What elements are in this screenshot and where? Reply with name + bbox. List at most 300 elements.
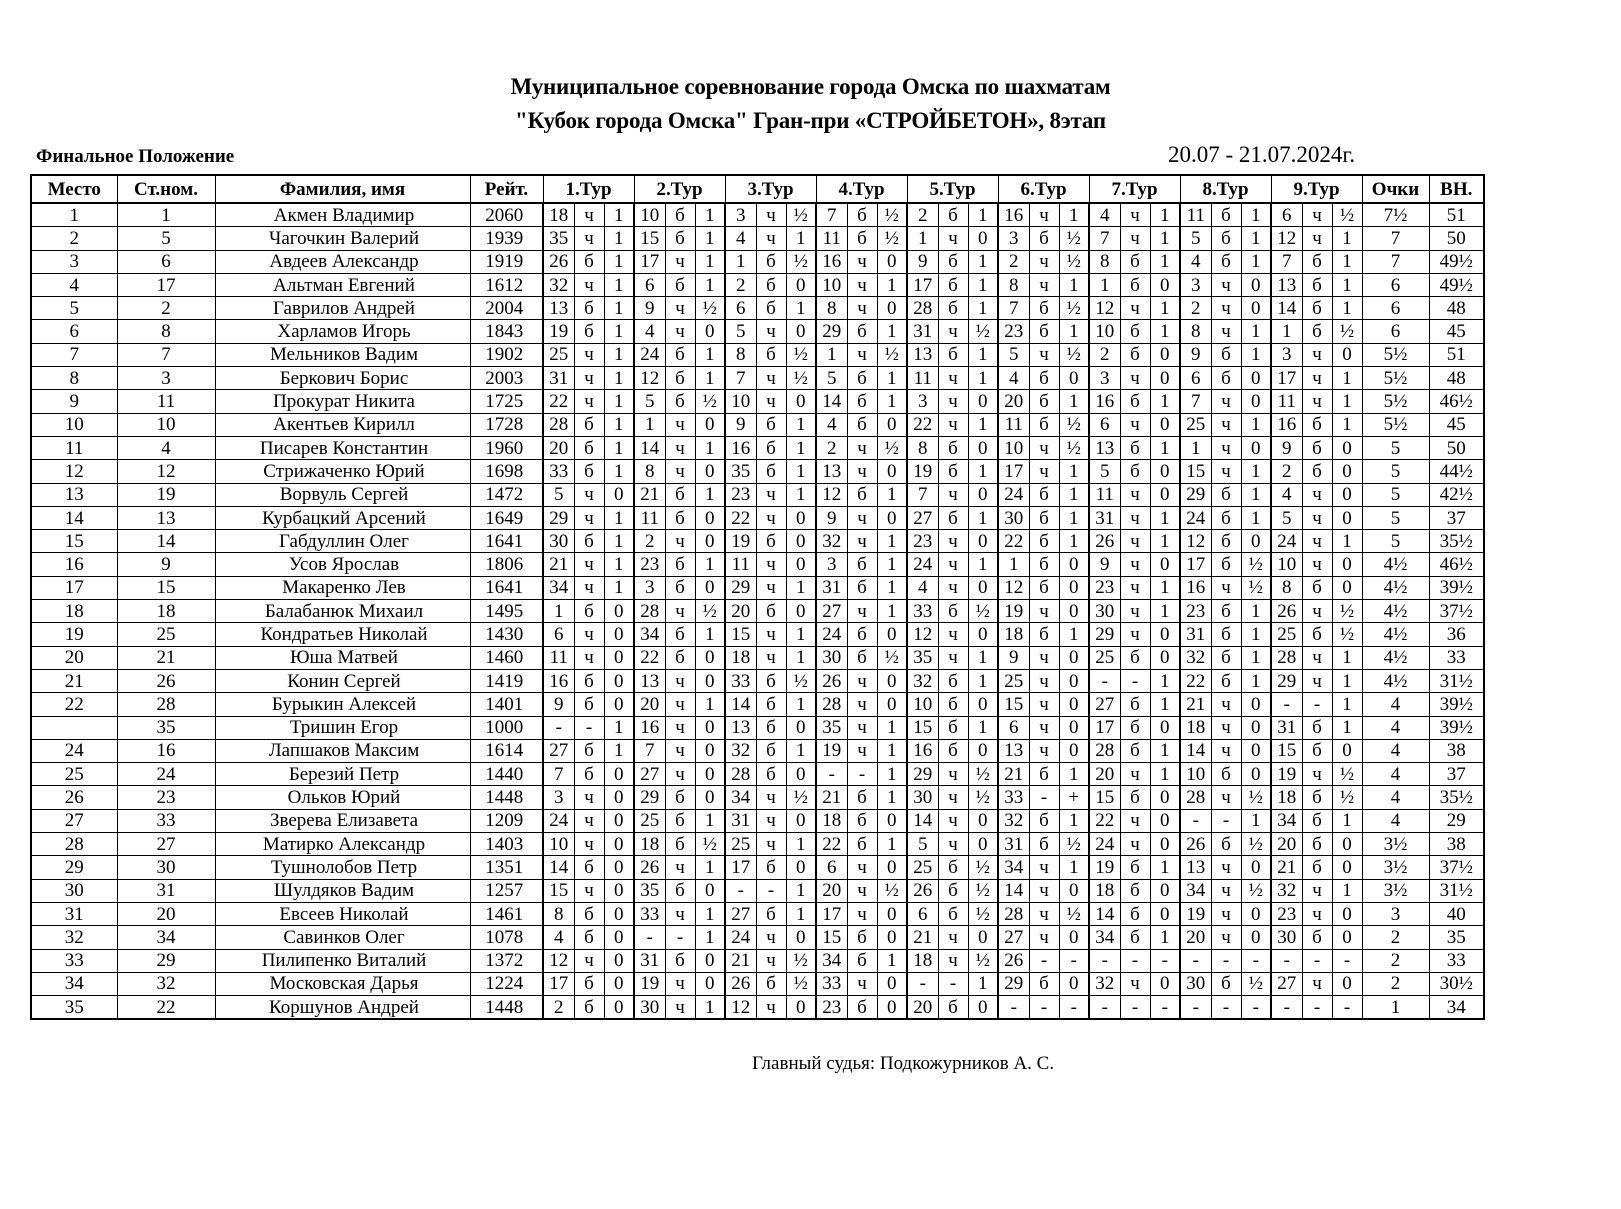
round-4-color: ч — [847, 460, 877, 483]
round-2-opponent: 5 — [634, 390, 665, 413]
tiebreak-cell: 50 — [1429, 436, 1484, 459]
round-4-color: б — [847, 576, 877, 599]
round-8-opponent: 1 — [1180, 436, 1211, 459]
standings-table — [30, 174, 1485, 1020]
round-4-color: ч — [847, 297, 877, 320]
round-3-opponent: 1 — [725, 250, 756, 273]
round-5-color: ч — [938, 553, 968, 576]
table-row — [31, 693, 1484, 716]
round-5-result: 1 — [968, 273, 998, 296]
round-7-opponent: 3 — [1089, 367, 1120, 390]
rating-cell: 1372 — [470, 949, 543, 972]
round-8-color: б — [1211, 483, 1241, 506]
tiebreak-cell: 39½ — [1429, 576, 1484, 599]
round-6-opponent: 33 — [998, 786, 1029, 809]
player-name-cell: Авдеев Александр — [215, 250, 470, 273]
round-9-color: ч — [1302, 902, 1332, 925]
rating-cell: 1430 — [470, 623, 543, 646]
round-7-opponent: 5 — [1089, 460, 1120, 483]
round-2-result: 0 — [695, 646, 725, 669]
round-1-result: 0 — [604, 669, 634, 692]
round-8-color: б — [1211, 646, 1241, 669]
start-no-cell: 18 — [117, 600, 215, 623]
round-2-color: ч — [665, 460, 695, 483]
round-9-opponent: 16 — [1271, 413, 1302, 436]
round-6-opponent: 19 — [998, 600, 1029, 623]
round-6-opponent: 26 — [998, 949, 1029, 972]
round-9-opponent: 31 — [1271, 716, 1302, 739]
round-2-result: 1 — [695, 367, 725, 390]
round-2-result: 0 — [695, 530, 725, 553]
table-row — [31, 273, 1484, 296]
round-4-result: 1 — [877, 833, 907, 856]
round-1-color: ч — [574, 576, 604, 599]
round-5-result: 0 — [968, 227, 998, 250]
round-9-color: б — [1302, 623, 1332, 646]
points-cell: 4½ — [1362, 600, 1429, 623]
round-6-result: + — [1059, 786, 1089, 809]
round-5-color: б — [938, 460, 968, 483]
round-4-result: 0 — [877, 856, 907, 879]
round-2-result: 0 — [695, 972, 725, 995]
round-5-result: ½ — [968, 856, 998, 879]
round-7-opponent: 9 — [1089, 553, 1120, 576]
tiebreak-cell: 38 — [1429, 739, 1484, 762]
round-7-opponent: 34 — [1089, 926, 1120, 949]
round-3-result: 1 — [786, 833, 816, 856]
round-5-result: 1 — [968, 250, 998, 273]
round-6-result: 0 — [1059, 926, 1089, 949]
round-7-opponent: 2 — [1089, 343, 1120, 366]
round-1-color: б — [574, 972, 604, 995]
round-3-color: б — [756, 902, 786, 925]
round-6-result: 1 — [1059, 273, 1089, 296]
points-cell: 3½ — [1362, 879, 1429, 902]
round-8-color: б — [1211, 250, 1241, 273]
standings-body — [31, 203, 1484, 1019]
place-cell: 25 — [31, 763, 117, 786]
points-cell: 4½ — [1362, 623, 1429, 646]
round-4-opponent: 19 — [816, 739, 847, 762]
round-9-result: 0 — [1332, 856, 1362, 879]
round-4-opponent: 6 — [816, 856, 847, 879]
round-7-opponent: 11 — [1089, 483, 1120, 506]
round-6-result: 1 — [1059, 483, 1089, 506]
round-8-color: б — [1211, 553, 1241, 576]
round-5-result: 1 — [968, 367, 998, 390]
player-name-cell: Беркович Борис — [215, 367, 470, 390]
round-6-result: ½ — [1059, 343, 1089, 366]
round-5-opponent: 28 — [907, 297, 938, 320]
round-3-opponent: 18 — [725, 646, 756, 669]
round-4-opponent: 28 — [816, 693, 847, 716]
round-7-color: б — [1120, 436, 1150, 459]
rating-cell: 1806 — [470, 553, 543, 576]
tiebreak-cell: 49½ — [1429, 273, 1484, 296]
round-2-result: 1 — [695, 436, 725, 459]
round-3-color: ч — [756, 203, 786, 227]
table-row — [31, 763, 1484, 786]
rating-cell: 1460 — [470, 646, 543, 669]
table-row — [31, 926, 1484, 949]
round-3-color: б — [756, 436, 786, 459]
round-5-result: ½ — [968, 879, 998, 902]
round-8-result: 1 — [1241, 600, 1271, 623]
round-7-opponent: 24 — [1089, 833, 1120, 856]
round-8-opponent: 6 — [1180, 367, 1211, 390]
player-name-cell: Гаврилов Андрей — [215, 297, 470, 320]
rating-cell: 1919 — [470, 250, 543, 273]
table-row — [31, 833, 1484, 856]
round-1-color: б — [574, 693, 604, 716]
round-4-color: ч — [847, 436, 877, 459]
round-6-result: 1 — [1059, 530, 1089, 553]
round-3-opponent: 3 — [725, 203, 756, 227]
round-6-color: - — [1029, 786, 1059, 809]
round-8-opponent: 23 — [1180, 600, 1211, 623]
round-6-opponent: 14 — [998, 879, 1029, 902]
round-7-opponent: 30 — [1089, 600, 1120, 623]
round-9-result: 1 — [1332, 716, 1362, 739]
col-header-round-2: 2.Тур — [634, 175, 725, 203]
round-1-color: б — [574, 530, 604, 553]
round-2-color: ч — [665, 250, 695, 273]
start-no-cell: 4 — [117, 436, 215, 459]
points-cell: 4 — [1362, 693, 1429, 716]
round-9-opponent: 19 — [1271, 763, 1302, 786]
round-1-result: 1 — [604, 553, 634, 576]
round-5-result: 0 — [968, 576, 998, 599]
round-7-color: б — [1120, 739, 1150, 762]
round-2-color: ч — [665, 320, 695, 343]
points-cell: 3 — [1362, 902, 1429, 925]
round-8-result: 1 — [1241, 460, 1271, 483]
player-name-cell: Харламов Игорь — [215, 320, 470, 343]
start-no-cell: 26 — [117, 669, 215, 692]
round-5-opponent: 11 — [907, 367, 938, 390]
col-header-round-6: 6.Тур — [998, 175, 1089, 203]
tiebreak-cell: 37½ — [1429, 856, 1484, 879]
round-9-opponent: 10 — [1271, 553, 1302, 576]
round-4-opponent: 22 — [816, 833, 847, 856]
round-2-color: б — [665, 203, 695, 227]
table-row — [31, 996, 1484, 1020]
round-6-color: ч — [1029, 739, 1059, 762]
round-4-color: б — [847, 809, 877, 832]
start-no-cell: 9 — [117, 553, 215, 576]
round-8-opponent: 24 — [1180, 506, 1211, 529]
round-4-result: 1 — [877, 530, 907, 553]
round-7-color: б — [1120, 390, 1150, 413]
round-8-opponent: 20 — [1180, 926, 1211, 949]
round-5-color: ч — [938, 949, 968, 972]
round-7-color: ч — [1120, 553, 1150, 576]
round-1-result: 0 — [604, 693, 634, 716]
round-2-result: 1 — [695, 273, 725, 296]
round-7-result: 1 — [1150, 739, 1180, 762]
round-5-result: 0 — [968, 809, 998, 832]
round-6-color: ч — [1029, 250, 1059, 273]
round-9-opponent: 24 — [1271, 530, 1302, 553]
round-2-color: ч — [665, 693, 695, 716]
round-1-result: 1 — [604, 227, 634, 250]
round-2-opponent: 19 — [634, 972, 665, 995]
round-8-result: 1 — [1241, 413, 1271, 436]
round-2-opponent: 13 — [634, 669, 665, 692]
round-1-color: б — [574, 739, 604, 762]
round-6-color: ч — [1029, 926, 1059, 949]
round-9-result: 1 — [1332, 297, 1362, 320]
round-8-result: 0 — [1241, 367, 1271, 390]
start-no-cell: 27 — [117, 833, 215, 856]
round-5-color: б — [938, 203, 968, 227]
round-8-color: - — [1211, 949, 1241, 972]
round-6-color: б — [1029, 553, 1059, 576]
tiebreak-cell: 37 — [1429, 506, 1484, 529]
round-1-color: ч — [574, 483, 604, 506]
round-9-opponent: 27 — [1271, 972, 1302, 995]
round-7-result: - — [1150, 996, 1180, 1020]
round-6-color: ч — [1029, 879, 1059, 902]
round-4-opponent: 9 — [816, 506, 847, 529]
round-7-result: 0 — [1150, 716, 1180, 739]
round-6-result: 0 — [1059, 693, 1089, 716]
round-3-color: ч — [756, 553, 786, 576]
round-6-opponent: 13 — [998, 739, 1029, 762]
round-3-result: 0 — [786, 273, 816, 296]
round-9-result: 1 — [1332, 367, 1362, 390]
rating-cell: 1495 — [470, 600, 543, 623]
round-8-opponent: 31 — [1180, 623, 1211, 646]
player-name-cell: Московская Дарья — [215, 972, 470, 995]
round-9-result: 1 — [1332, 646, 1362, 669]
round-6-opponent: 30 — [998, 506, 1029, 529]
round-2-color: б — [665, 390, 695, 413]
place-cell: 26 — [31, 786, 117, 809]
round-1-opponent: 31 — [543, 367, 574, 390]
round-2-result: 1 — [695, 623, 725, 646]
round-4-result: 1 — [877, 576, 907, 599]
round-7-color: б — [1120, 856, 1150, 879]
round-2-result: 0 — [695, 460, 725, 483]
round-3-opponent: 17 — [725, 856, 756, 879]
player-name-cell: Конин Сергей — [215, 669, 470, 692]
round-2-color: б — [665, 949, 695, 972]
round-6-color: б — [1029, 809, 1059, 832]
round-4-opponent: 27 — [816, 600, 847, 623]
round-4-opponent: 23 — [816, 996, 847, 1020]
round-4-opponent: 2 — [816, 436, 847, 459]
table-row — [31, 506, 1484, 529]
player-name-cell: Тришин Егор — [215, 716, 470, 739]
place-cell: 10 — [31, 413, 117, 436]
round-4-opponent: 4 — [816, 413, 847, 436]
round-7-color: б — [1120, 693, 1150, 716]
round-8-result: 1 — [1241, 669, 1271, 692]
round-5-result: 1 — [968, 553, 998, 576]
round-3-color: ч — [756, 809, 786, 832]
round-6-color: ч — [1029, 716, 1059, 739]
tiebreak-cell: 39½ — [1429, 716, 1484, 739]
round-6-result: 0 — [1059, 576, 1089, 599]
round-8-color: б — [1211, 203, 1241, 227]
round-4-result: 0 — [877, 460, 907, 483]
round-3-opponent: - — [725, 879, 756, 902]
player-name-cell: Усов Ярослав — [215, 553, 470, 576]
round-4-result: 1 — [877, 786, 907, 809]
tiebreak-cell: 45 — [1429, 320, 1484, 343]
round-6-color: ч — [1029, 600, 1059, 623]
round-2-color: ч — [665, 669, 695, 692]
round-4-color: б — [847, 553, 877, 576]
round-3-color: ч — [756, 483, 786, 506]
round-9-opponent: 7 — [1271, 250, 1302, 273]
start-no-cell: 7 — [117, 343, 215, 366]
round-9-color: б — [1302, 926, 1332, 949]
round-5-color: ч — [938, 576, 968, 599]
table-row — [31, 879, 1484, 902]
round-4-opponent: 3 — [816, 553, 847, 576]
tiebreak-cell: 31½ — [1429, 669, 1484, 692]
round-3-result: 0 — [786, 996, 816, 1020]
round-3-opponent: 11 — [725, 553, 756, 576]
start-no-cell: 34 — [117, 926, 215, 949]
player-name-cell: Кондратьев Николай — [215, 623, 470, 646]
round-6-result: 1 — [1059, 809, 1089, 832]
round-8-color: ч — [1211, 786, 1241, 809]
player-name-cell: Матирко Александр — [215, 833, 470, 856]
round-6-color: ч — [1029, 343, 1059, 366]
round-4-color: б — [847, 996, 877, 1020]
round-9-opponent: 30 — [1271, 926, 1302, 949]
round-3-result: ½ — [786, 343, 816, 366]
player-name-cell: Габдуллин Олег — [215, 530, 470, 553]
rating-cell: 1078 — [470, 926, 543, 949]
tiebreak-cell: 51 — [1429, 203, 1484, 227]
round-2-result: 0 — [695, 506, 725, 529]
round-5-result: 1 — [968, 669, 998, 692]
round-7-opponent: 17 — [1089, 716, 1120, 739]
round-5-color: б — [938, 297, 968, 320]
round-4-opponent: 30 — [816, 646, 847, 669]
round-5-opponent: 17 — [907, 273, 938, 296]
round-6-opponent: 3 — [998, 227, 1029, 250]
table-row — [31, 483, 1484, 506]
tiebreak-cell: 35 — [1429, 926, 1484, 949]
rating-cell: 2060 — [470, 203, 543, 227]
points-cell: 3½ — [1362, 856, 1429, 879]
round-4-opponent: 31 — [816, 576, 847, 599]
round-5-opponent: 32 — [907, 669, 938, 692]
round-2-opponent: 30 — [634, 996, 665, 1020]
round-1-opponent: 2 — [543, 996, 574, 1020]
rating-cell: 1448 — [470, 996, 543, 1020]
round-6-result: 1 — [1059, 763, 1089, 786]
round-4-result: 0 — [877, 623, 907, 646]
round-5-opponent: 1 — [907, 227, 938, 250]
tiebreak-cell: 42½ — [1429, 483, 1484, 506]
round-3-opponent: 7 — [725, 367, 756, 390]
start-no-cell: 16 — [117, 739, 215, 762]
round-5-opponent: 14 — [907, 809, 938, 832]
round-1-result: 0 — [604, 949, 634, 972]
round-7-result: 1 — [1150, 669, 1180, 692]
tiebreak-cell: 45 — [1429, 413, 1484, 436]
place-cell: 17 — [31, 576, 117, 599]
round-3-result: 0 — [786, 763, 816, 786]
round-1-opponent: 6 — [543, 623, 574, 646]
round-6-color: б — [1029, 530, 1059, 553]
round-9-color: ч — [1302, 600, 1332, 623]
round-3-opponent: 20 — [725, 600, 756, 623]
round-6-result: ½ — [1059, 297, 1089, 320]
round-8-opponent: - — [1180, 996, 1211, 1020]
start-no-cell: 1 — [117, 203, 215, 227]
round-7-color: ч — [1120, 367, 1150, 390]
round-2-result: 1 — [695, 902, 725, 925]
round-2-color: б — [665, 786, 695, 809]
round-7-color: ч — [1120, 203, 1150, 227]
points-cell: 5 — [1362, 483, 1429, 506]
round-5-result: 1 — [968, 506, 998, 529]
round-3-opponent: 25 — [725, 833, 756, 856]
player-name-cell: Коршунов Андрей — [215, 996, 470, 1020]
round-2-color: ч — [665, 902, 695, 925]
round-3-color: ч — [756, 320, 786, 343]
round-3-color: б — [756, 739, 786, 762]
round-7-opponent: 13 — [1089, 436, 1120, 459]
round-2-opponent: 22 — [634, 646, 665, 669]
player-name-cell: Альтман Евгений — [215, 273, 470, 296]
tiebreak-cell: 49½ — [1429, 250, 1484, 273]
round-9-color: б — [1302, 576, 1332, 599]
round-6-result: 1 — [1059, 203, 1089, 227]
round-8-opponent: 26 — [1180, 833, 1211, 856]
round-6-result: 1 — [1059, 856, 1089, 879]
round-9-opponent: 20 — [1271, 833, 1302, 856]
round-8-color: ч — [1211, 576, 1241, 599]
round-5-result: 0 — [968, 693, 998, 716]
round-1-color: ч — [574, 879, 604, 902]
round-5-result: 1 — [968, 460, 998, 483]
round-4-opponent: 16 — [816, 250, 847, 273]
place-cell: 7 — [31, 343, 117, 366]
round-2-opponent: 29 — [634, 786, 665, 809]
place-cell: 2 — [31, 227, 117, 250]
start-no-cell: 24 — [117, 763, 215, 786]
tiebreak-cell: 37 — [1429, 763, 1484, 786]
round-9-opponent: 4 — [1271, 483, 1302, 506]
round-8-result: 1 — [1241, 320, 1271, 343]
round-4-result: 1 — [877, 390, 907, 413]
points-cell: 5½ — [1362, 413, 1429, 436]
round-1-color: ч — [574, 646, 604, 669]
round-1-result: 1 — [604, 320, 634, 343]
rating-cell: 1401 — [470, 693, 543, 716]
tiebreak-cell: 36 — [1429, 623, 1484, 646]
round-7-opponent: 14 — [1089, 902, 1120, 925]
rating-cell: 1641 — [470, 530, 543, 553]
round-9-color: ч — [1302, 227, 1332, 250]
round-4-opponent: 11 — [816, 227, 847, 250]
round-2-result: 1 — [695, 553, 725, 576]
points-cell: 6 — [1362, 320, 1429, 343]
col-header-round-7: 7.Тур — [1089, 175, 1180, 203]
round-5-result: ½ — [968, 949, 998, 972]
round-9-result: ½ — [1332, 763, 1362, 786]
tiebreak-cell: 33 — [1429, 949, 1484, 972]
round-2-opponent: 35 — [634, 879, 665, 902]
